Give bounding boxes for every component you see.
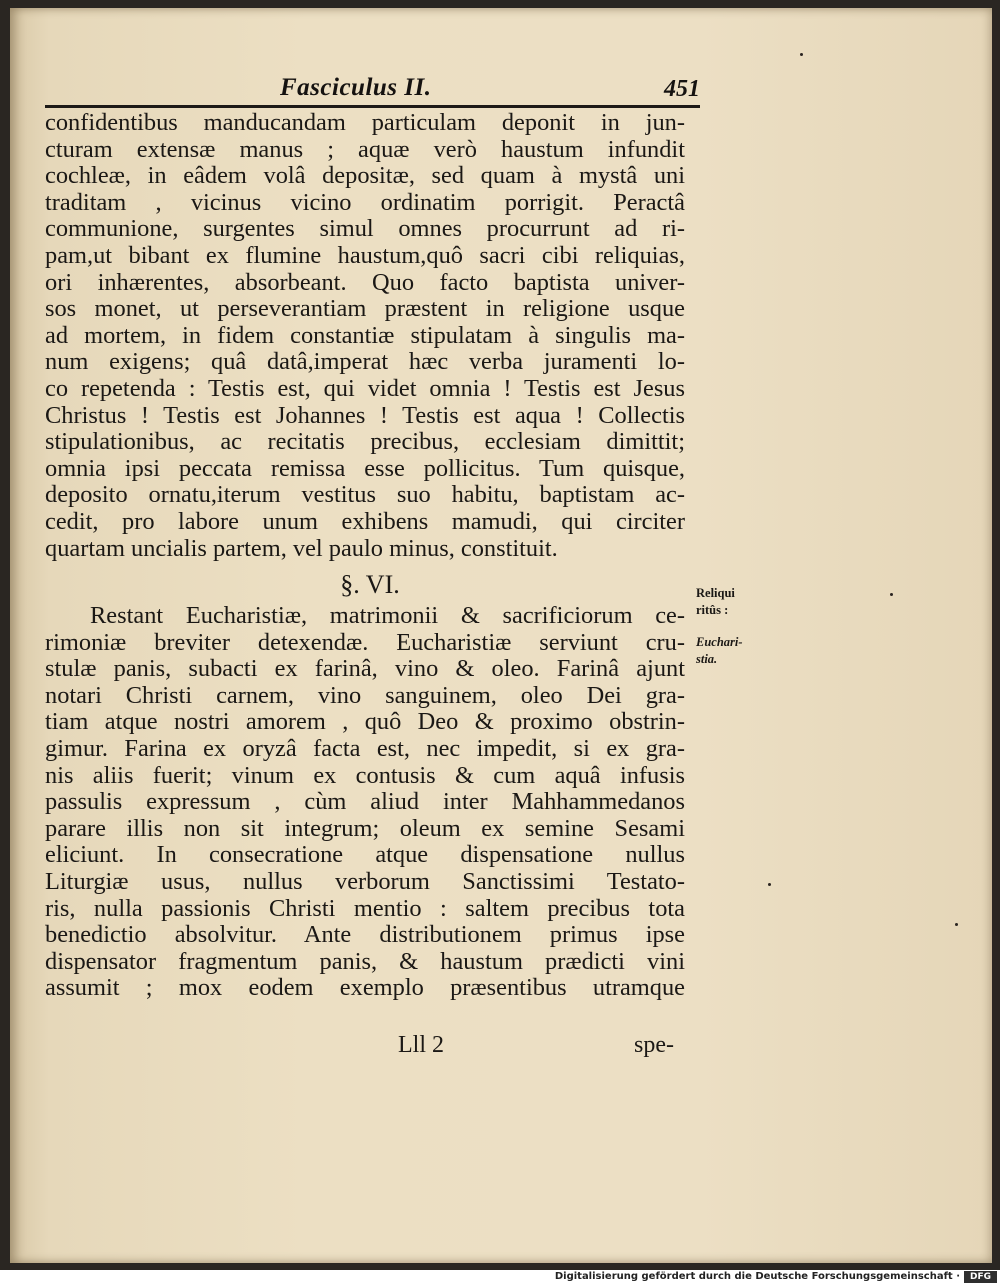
dfg-logo: DFG: [964, 1271, 997, 1283]
text-line: sos monet, ut perseverantiam præstent in religione usque: [45, 295, 685, 323]
body-text: [45, 110, 685, 1002]
speck: [768, 883, 771, 886]
text-line: omnia ipsi peccata remissa esse pollicitus. Tum quisque,: [45, 454, 685, 482]
text-line: eliciunt. In consecratione atque dispensatione nullus: [45, 841, 685, 869]
page-number: 451: [664, 76, 700, 102]
margin-note-line: stia.: [696, 652, 718, 666]
text-line: tiam atque nostri amorem , quô Deo & proximo obstrin-: [45, 708, 685, 736]
text-line: gimur. Farina ex oryzâ facta est, nec impedit, si ex gra-: [45, 735, 685, 763]
text-line: ris, nulla passionis Christi mentio : saltem precibus tota: [45, 894, 685, 922]
speck: [890, 593, 893, 596]
catchword: spe-: [634, 1032, 674, 1058]
text-line: cedit, pro labore unum exhibens mamudi, qui circiter: [45, 507, 685, 535]
margin-note-line: Reliqui: [696, 586, 735, 600]
text-line: cochleæ, in eâdem volâ depositæ, sed quam à mystâ uni: [45, 162, 685, 190]
text-line: nis aliis fuerit; vinum ex contusis & cum aquâ infusis: [45, 761, 685, 789]
margin-note-reliqui: [696, 585, 735, 619]
text-line: co repetenda : Testis est, qui videt omnia ! Testis est Jesus: [45, 374, 685, 402]
text-line: passulis expressum , cùm aliud inter Mahhammedanos: [45, 788, 685, 816]
text-line: ad mortem, in fidem constantiæ stipulatam à singulis ma-: [45, 321, 685, 349]
funding-credit: Digitalisierung gefördert durch die Deutsche Forschungsgemeinschaft ·: [554, 1271, 960, 1282]
text-line: benedictio absolvitur. Ante distributionem primus ipse: [45, 921, 685, 949]
text-line: dispensator fragmentum panis, & haustum prædicti vini: [45, 947, 685, 975]
text-line: rimoniæ breviter detexendæ. Eucharistiæ serviunt cru-: [45, 628, 685, 656]
text-line: Liturgiæ usus, nullus verborum Sanctissimi Testato-: [45, 868, 685, 896]
text-line: communione, surgentes simul omnes procurrunt ad ri-: [45, 215, 685, 243]
text-line: Restant Eucharistiæ, matrimonii & sacrificiorum ce-: [90, 602, 685, 630]
text-line: notari Christi carnem, vino sanguinem, oleo Dei gra-: [45, 681, 685, 709]
text-line: num exigens; quâ datâ,imperat hæc verba juramenti lo-: [45, 348, 685, 376]
text-line: traditam , vicinus vicino ordinatim porrigit. Peractâ: [45, 188, 685, 216]
margin-note-line: Euchari-: [696, 635, 743, 649]
section-heading: §. VI.: [340, 570, 400, 600]
text-line: cturam extensæ manus ; aquæ verò haustum infundit: [45, 135, 685, 163]
speck: [800, 53, 803, 56]
speck: [955, 923, 958, 926]
margin-note-line: ritûs :: [696, 603, 729, 617]
text-line: parare illis non sit integrum; oleum ex semine Sesami: [45, 814, 685, 842]
running-title: Fasciculus II.: [280, 74, 432, 101]
text-line: stipulationibus, ac recitatis precibus, ecclesiam dimittit;: [45, 428, 685, 456]
text-line: assumit ; mox eodem exemplo præsentibus utramque: [45, 974, 685, 1002]
text-line: deposito ornatu,iterum vestitus suo habitu, baptistam ac-: [45, 481, 685, 509]
header-rule: [45, 105, 700, 108]
margin-note-eucharistia: [696, 634, 743, 668]
page-header: [45, 70, 700, 106]
digitization-footer: [0, 1270, 1000, 1285]
text-line: quartam uncialis partem, vel paulo minus, constituit.: [45, 534, 558, 562]
text-line: confidentibus manducandam particulam deponit in jun-: [45, 109, 685, 136]
text-line: Christus ! Testis est Johannes ! Testis est aqua ! Collectis: [45, 401, 685, 429]
text-line: pam,ut bibant ex flumine haustum,quô sacri cibi reliquias,: [45, 241, 685, 269]
signature-mark: Lll 2: [398, 1032, 444, 1058]
text-line: stulæ panis, subacti ex farinâ, vino & oleo. Farinâ ajunt: [45, 655, 685, 683]
text-line: ori inhærentes, absorbeant. Quo facto baptista univer-: [45, 268, 685, 296]
